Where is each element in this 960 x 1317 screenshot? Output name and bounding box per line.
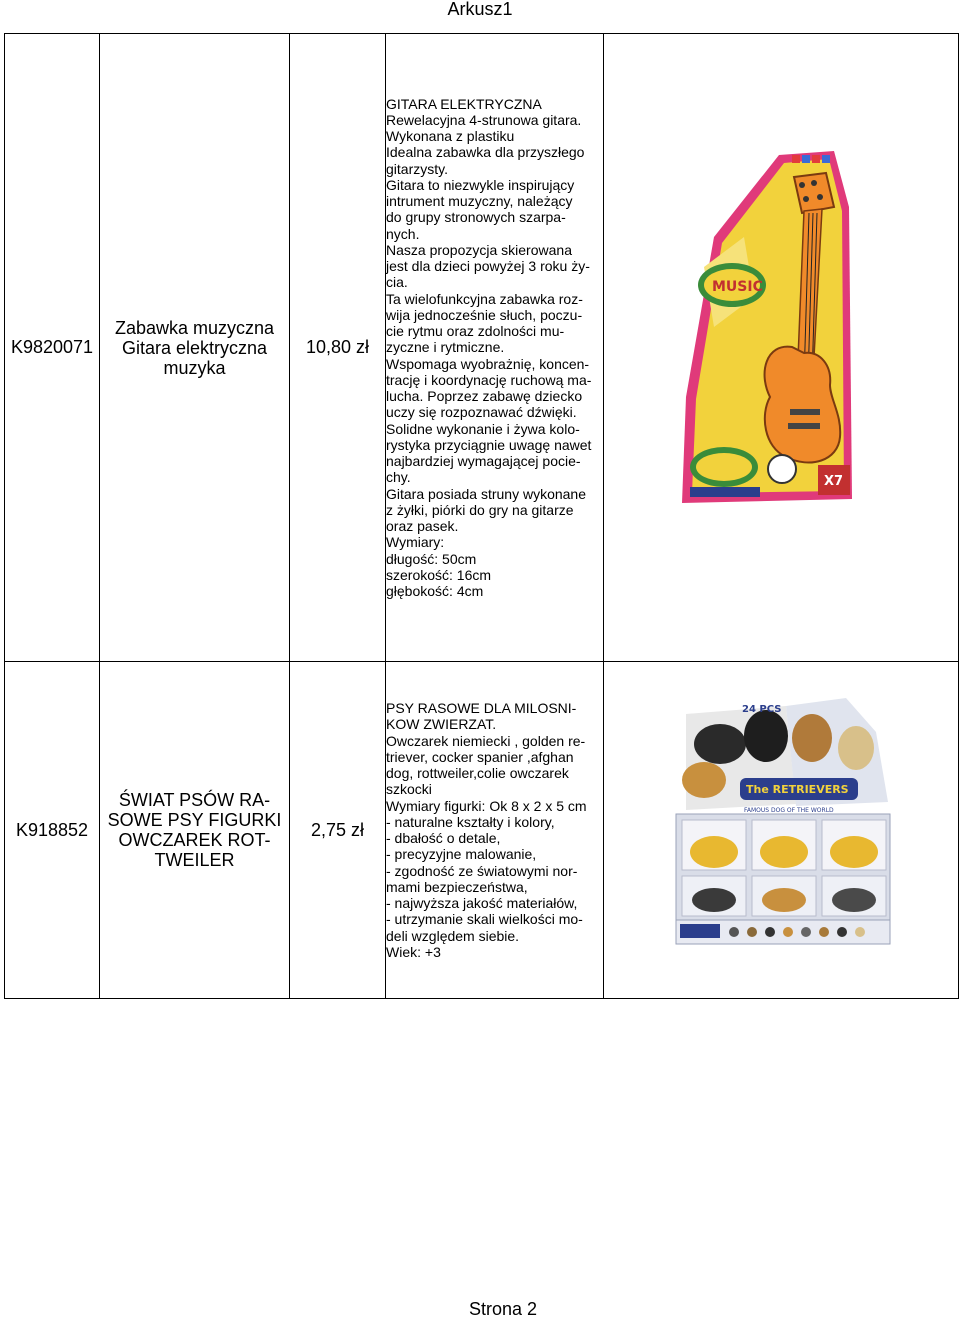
product-description-cell bbox=[386, 662, 604, 999]
text-line: jest dla dzieci powyżej 3 roku ży- bbox=[386, 258, 590, 275]
product-price-cell: 10,80 zł bbox=[290, 34, 386, 662]
product-name bbox=[100, 318, 289, 378]
product-code-cell: K9820071 bbox=[5, 34, 100, 662]
text-line: cia. bbox=[386, 274, 408, 291]
text-line: rystyka przyciągnie uwagę nawet bbox=[386, 436, 592, 453]
text-line: zyczne i rytmiczne. bbox=[386, 339, 505, 356]
text-line: mami bezpieczeństwa, bbox=[386, 878, 528, 895]
text-line: Wspomaga wyobrażnię, koncen- bbox=[386, 355, 590, 372]
text-line: - utrzymanie skali wielkości mo- bbox=[386, 911, 583, 928]
product-description-cell bbox=[386, 34, 604, 662]
text-line: oraz pasek. bbox=[386, 518, 459, 535]
svg-text:The RETRIEVERS: The RETRIEVERS bbox=[746, 783, 849, 796]
product-photo-cell bbox=[604, 34, 959, 662]
product-table bbox=[4, 33, 959, 999]
text-line: Nasza propozycja skierowana bbox=[386, 241, 572, 258]
text-line: nych. bbox=[386, 225, 420, 242]
text-line: gitarzysty. bbox=[386, 160, 448, 177]
text-line: Ta wielofunkcyjna zabawka roz- bbox=[386, 290, 583, 307]
sheet-title: Arkusz1 bbox=[447, 0, 513, 19]
toy-guitar-box-photo bbox=[674, 147, 874, 513]
text-line: - precyzyjne malowanie, bbox=[386, 846, 537, 863]
text-line: Zabawka muzyczna bbox=[114, 317, 275, 338]
product-name-cell bbox=[100, 662, 290, 999]
table-row bbox=[5, 34, 959, 662]
text-line: Gitara to niezwykle inspirujący bbox=[386, 176, 575, 193]
text-line: do grupy stronowych szarpa- bbox=[386, 209, 566, 226]
text-line: intrument muzyczny, należący bbox=[386, 193, 573, 210]
text-line: deli względem siebie. bbox=[386, 927, 520, 944]
text-line: chy. bbox=[386, 469, 411, 486]
svg-text:MUSIC: MUSIC bbox=[712, 279, 763, 295]
text-line: dog, rottweiler,colie owczarek bbox=[386, 765, 569, 781]
text-line: szkocki bbox=[386, 781, 432, 798]
page-footer: Strona 2 bbox=[468, 1299, 538, 1317]
text-line: długość: 50cm bbox=[386, 550, 477, 567]
svg-text:24 PCS: 24 PCS bbox=[742, 704, 782, 715]
text-line: cie rytmu oraz zdolności mu- bbox=[386, 323, 565, 340]
text-line: SOWE PSY FIGURKI bbox=[107, 810, 282, 830]
text-line: TWEILER bbox=[154, 850, 235, 870]
text-line: wija jednocześnie słuch, poczu- bbox=[386, 306, 583, 323]
text-line: OWCZAREK ROT- bbox=[118, 830, 271, 850]
text-line: trację i koordynację ruchową ma- bbox=[386, 371, 592, 388]
text-line: z żyłki, piórki do gry na gitarze bbox=[386, 501, 574, 518]
text-line: triever, cocker spanier ,afghan bbox=[386, 748, 574, 765]
text-line: PSY RASOWE DLA MILOSNI- bbox=[386, 700, 577, 716]
product-name bbox=[100, 790, 289, 870]
text-line: Wymiary: bbox=[386, 534, 445, 551]
text-line: ŚWIAT PSÓW RA- bbox=[118, 790, 271, 810]
product-price-cell: 2,75 zł bbox=[290, 662, 386, 999]
product-photo-cell bbox=[604, 662, 959, 999]
text-line: GITARA ELEKTRYCZNA bbox=[386, 95, 542, 112]
product-code-cell: K918852 bbox=[5, 662, 100, 999]
text-line: KOW ZWIERZAT. bbox=[386, 716, 497, 733]
text-line: szerokość: 16cm bbox=[386, 566, 492, 583]
text-line: Gitara posiada struny wykonane bbox=[386, 485, 586, 502]
text-line: Gitara elektryczna bbox=[121, 337, 268, 358]
text-line: uczy się rozpoznawać dźwięki. bbox=[386, 404, 577, 421]
text-line: Idealna zabawka dla przyszłego bbox=[386, 144, 585, 161]
text-line: Rewelacyjna 4-strunowa gitara. bbox=[386, 111, 582, 128]
product-description bbox=[386, 96, 603, 600]
svg-text:FAMOUS DOG OF THE WORLD: FAMOUS DOG OF THE WORLD bbox=[744, 807, 834, 814]
text-line: najbardziej wymagającej pocie- bbox=[386, 453, 581, 470]
text-line: Wymiary figurki: Ok 8 x 2 x 5 cm bbox=[386, 797, 587, 814]
product-name-cell bbox=[100, 34, 290, 662]
svg-text:X7: X7 bbox=[824, 474, 844, 489]
text-line: Owczarek niemiecki , golden re- bbox=[386, 732, 586, 749]
text-line: - dbałość o detale, bbox=[386, 830, 501, 846]
product-description bbox=[386, 700, 603, 960]
text-line: - najwyższa jakość materiałów, bbox=[386, 895, 578, 911]
text-line: - naturalne kształty i kolory, bbox=[386, 813, 555, 830]
text-line: głębokość: 4cm bbox=[386, 583, 484, 600]
text-line: - zgodność ze światowymi nor- bbox=[386, 862, 578, 879]
dog-figurines-display-photo bbox=[616, 684, 949, 964]
text-line: Wykonana z plastiku bbox=[386, 128, 515, 145]
text-line: muzyka bbox=[163, 357, 226, 378]
table-row bbox=[5, 662, 959, 999]
text-line: lucha. Poprzez zabawę dziecko bbox=[386, 388, 583, 405]
text-line: Solidne wykonanie i żywa kolo- bbox=[386, 420, 580, 437]
text-line: Wiek: +3 bbox=[386, 943, 441, 960]
